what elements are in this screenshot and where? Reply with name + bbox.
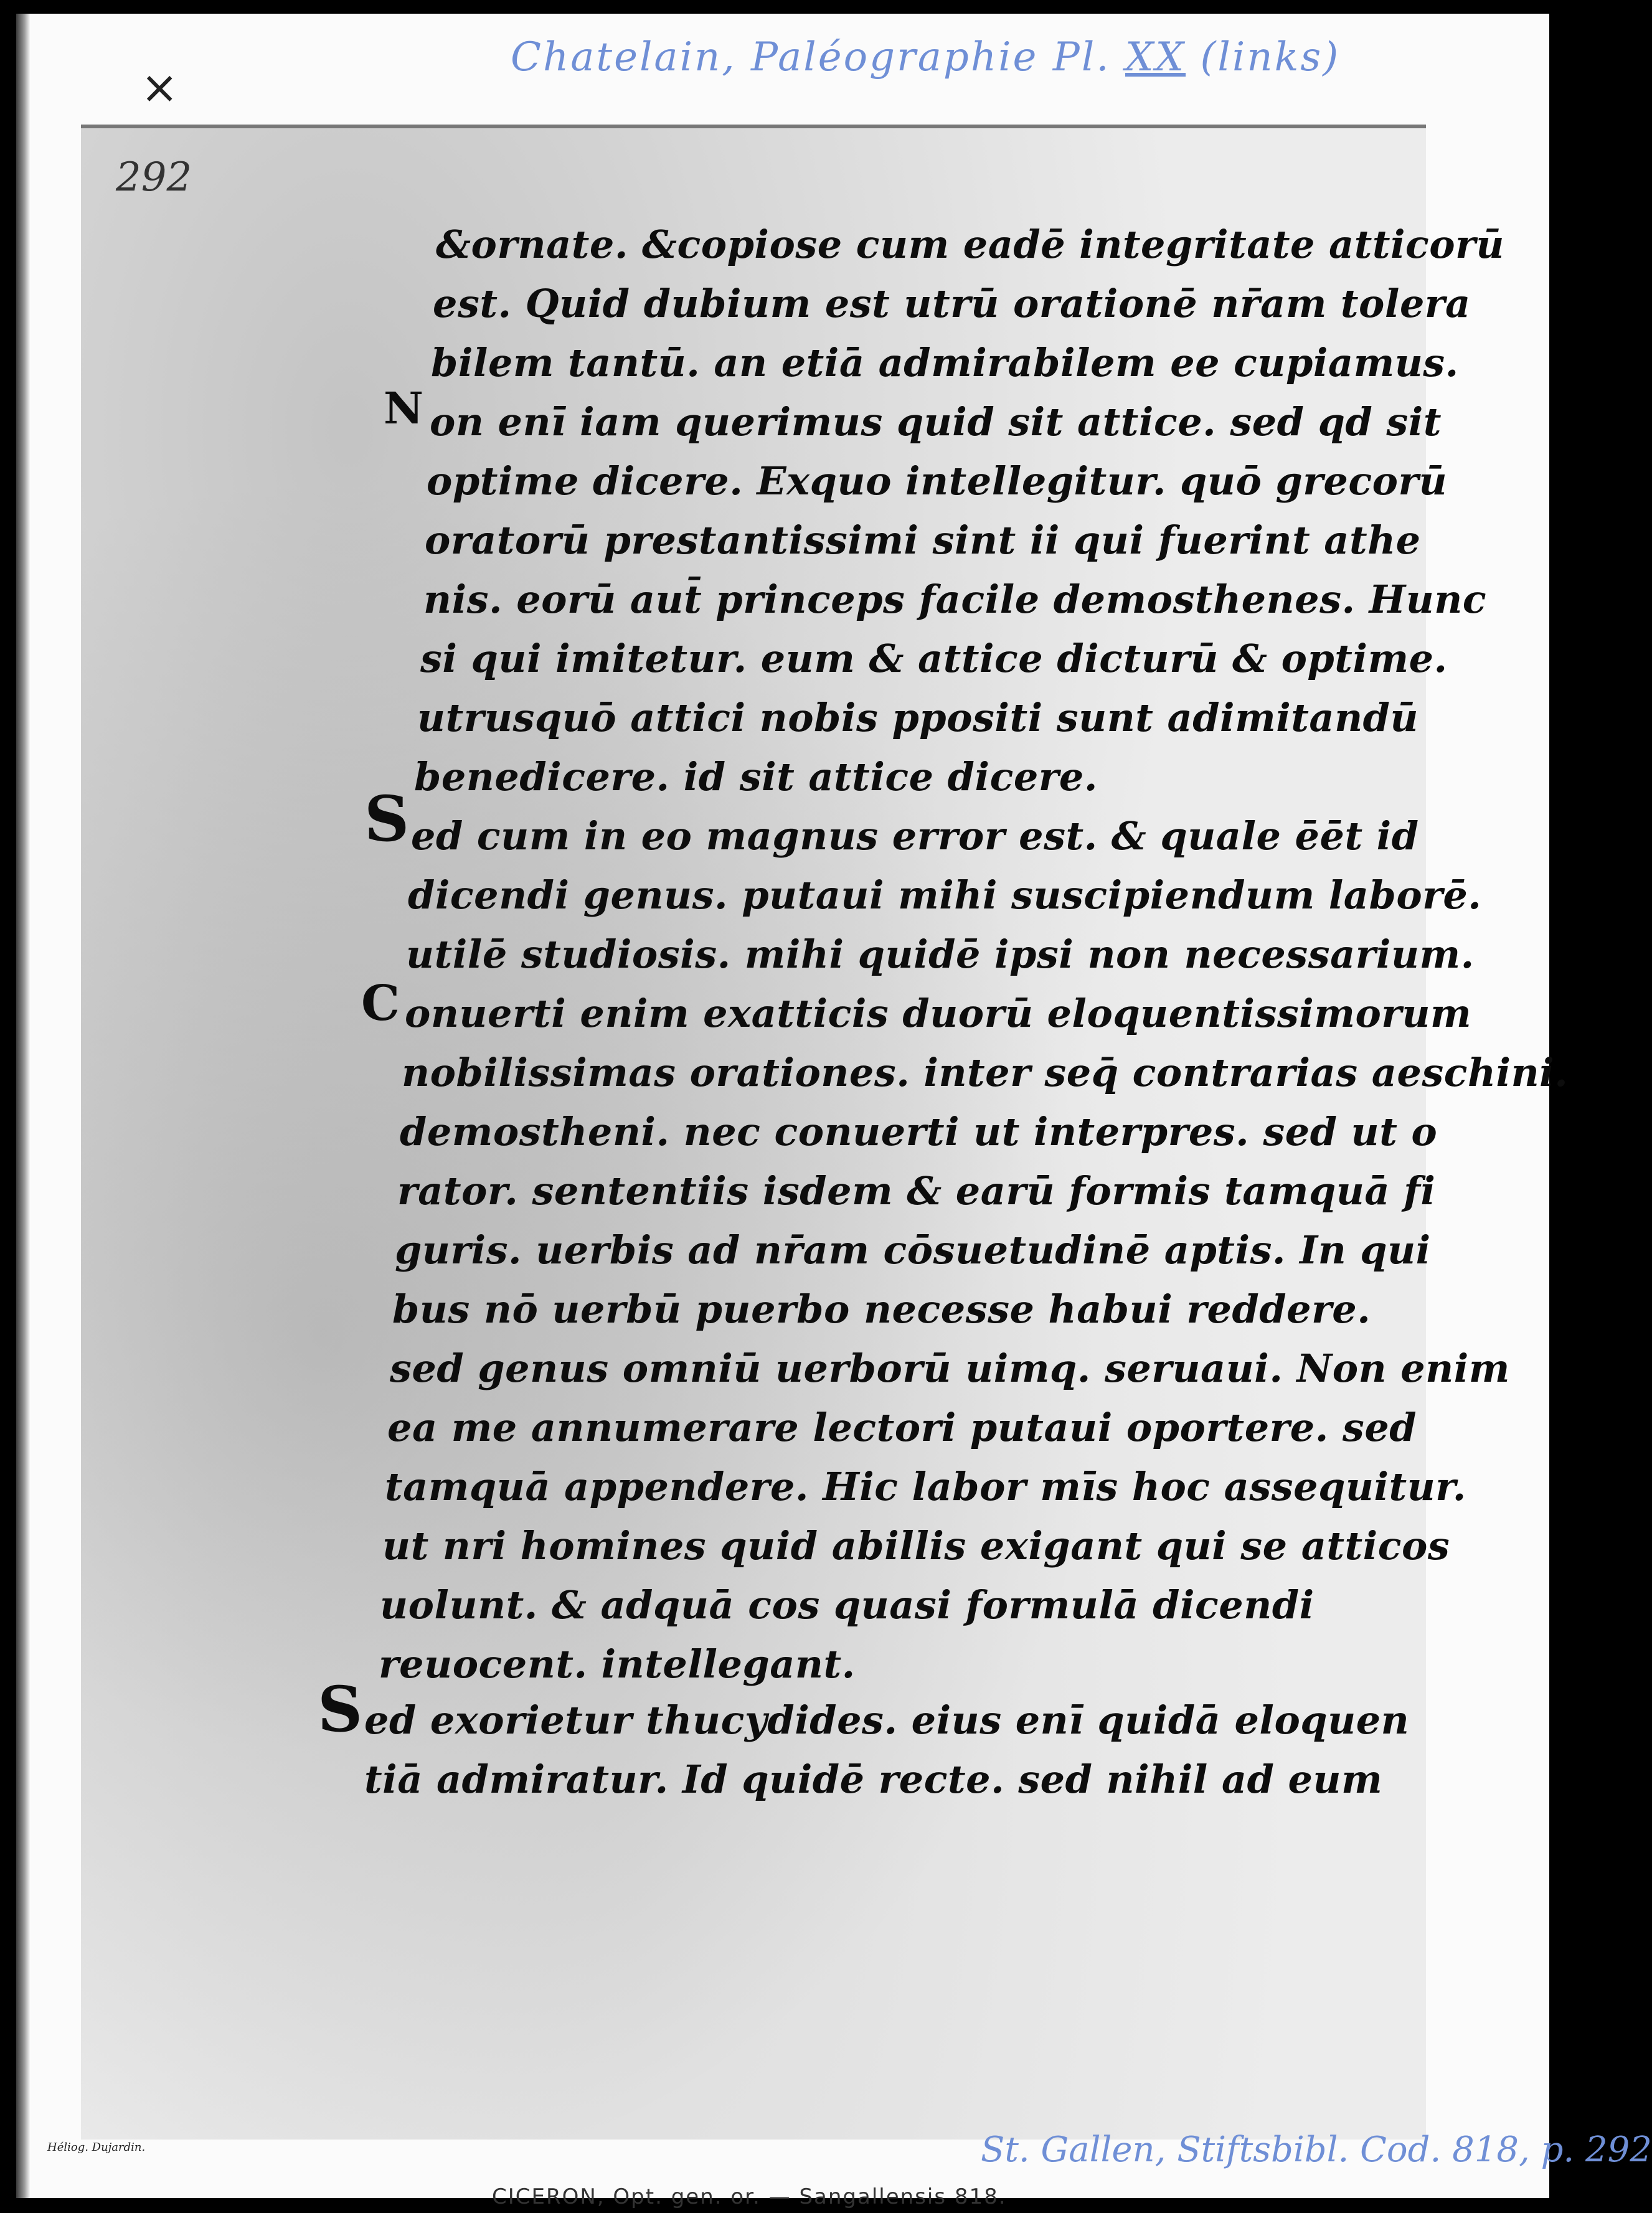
manuscript-line: &ornate. &copiose cum eadē integritate atticorū: [436, 222, 1504, 267]
manuscript-line: tamquā appendere. Hic labor mīs hoc assequitur.: [385, 1464, 1466, 1509]
manuscript-line: bus nō uerbū puerbo necesse habui reddere.: [392, 1286, 1371, 1332]
initial-s-2: S: [318, 1673, 363, 1746]
manuscript-line: utrusquō attici nobis ppositi sunt adimitandū: [417, 695, 1419, 740]
manuscript-line: est. Quid dubium est utrū orationē nr̄am tolera: [433, 281, 1471, 326]
manuscript-line: nis. eorū aut̄ princeps facile demosthenes. Hunc: [423, 577, 1487, 622]
manuscript-line: ed exorietur thucydides. eius enī quidā eloquen: [364, 1697, 1410, 1743]
manuscript-line: optime dicere. Exquo intellegitur. quō grecorū: [427, 458, 1448, 504]
printer-mark: Héliog. Dujardin.: [47, 2141, 146, 2154]
manuscript-line: dicendi genus. putaui mihi suscipiendum laborē.: [408, 872, 1482, 918]
handwritten-shelfmark: St. Gallen, Stiftsbibl. Cod. 818, p. 292: [981, 2130, 1652, 2170]
manuscript-line: on enī iam querimus quid sit attice. sed qd sit: [430, 399, 1442, 445]
manuscript-line: ea me annumerare lectori putaui oportere. sed: [387, 1405, 1417, 1450]
reference-title: Chatelain, Paléographie Pl.: [511, 34, 1125, 80]
x-mark: ×: [141, 61, 179, 113]
plate-number: XX: [1125, 34, 1186, 80]
folio-number: 292: [116, 154, 192, 201]
manuscript-line: benedicere. id sit attice dicere.: [414, 754, 1098, 800]
initial-n: N: [384, 382, 423, 434]
manuscript-line: guris. uerbis ad nr̄am cōsuetudinē aptis. In qui: [395, 1227, 1431, 1273]
manuscript-line: si qui imitetur. eum & attice dicturū & optime.: [420, 636, 1448, 681]
manuscript-line: utilē studiosis. mihi quidē ipsi non necessarium.: [406, 932, 1475, 977]
initial-s: S: [364, 782, 410, 856]
manuscript-line: uolunt. & adquā cos quasi formulā dicendi: [380, 1582, 1315, 1628]
manuscript-line: ed cum in eo magnus error est. & quale ēēt id: [411, 813, 1419, 859]
manuscript-line: onuerti enim exatticis duorū eloquentissimorum: [405, 991, 1472, 1036]
manuscript-line: tiā admiratur. Id quidē recte. sed nihil ad eum: [364, 1757, 1383, 1802]
handwritten-reference: [511, 34, 1340, 80]
manuscript-plate: [81, 125, 1569, 2140]
plate-caption: CICERON, Opt. gen. or. — Sangallensis 818.: [492, 2184, 1007, 2209]
manuscript-line: nobilissimas orationes. inter seq̄ contrarias aeschini.: [402, 1050, 1569, 1095]
manuscript-line: bilem tantū. an etiā admirabilem ee cupiamus.: [431, 340, 1459, 385]
binding-shadow: [16, 14, 30, 2198]
manuscript-line: ut nri homines quid abillis exigant qui se atticos: [382, 1523, 1450, 1569]
manuscript-line: rator. sententiis isdem & earū formis tamquā fi: [397, 1168, 1436, 1214]
manuscript-line: reuocent. intellegant.: [379, 1641, 856, 1687]
reference-suffix: (links): [1186, 34, 1341, 80]
initial-c: C: [361, 975, 400, 1032]
manuscript-line: oratorū prestantissimi sint ii qui fuerint athe: [425, 517, 1421, 563]
manuscript-line: demostheni. nec conuerti ut interpres. sed ut o: [400, 1109, 1438, 1154]
manuscript-line: sed genus omniū uerborū uimq. seruaui. Non enim: [390, 1346, 1510, 1391]
